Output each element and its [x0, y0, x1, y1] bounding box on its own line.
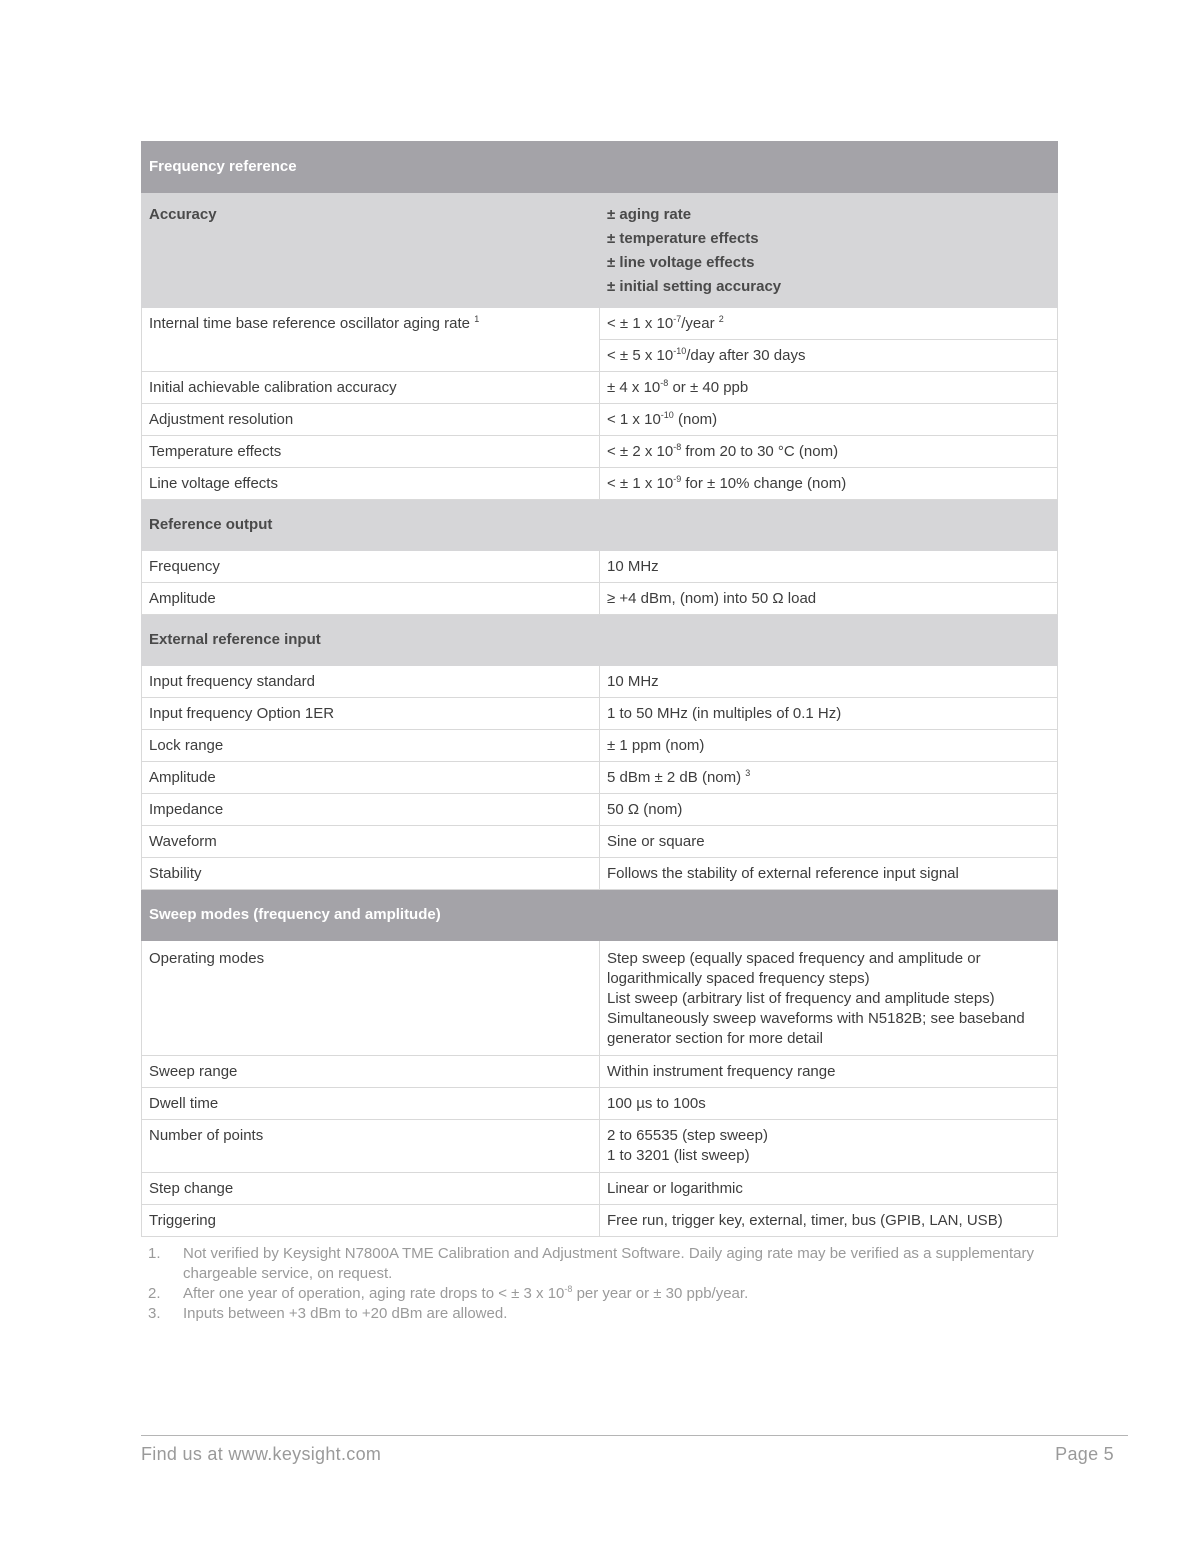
footnotes: [141, 1244, 1057, 1324]
row-label: Line voltage effects: [142, 468, 600, 500]
row-value: < ± 2 x $10^{-8}$ from 20 to 30 °C (nom): [600, 436, 1058, 468]
table-row: [142, 941, 1058, 1056]
row-value: ≥ +4 dBm, (nom) into 50 Ω load: [600, 583, 1058, 615]
section-header-sweep-modes: [142, 890, 1058, 941]
page-number: Page 5: [1055, 1444, 1114, 1464]
row-value: Linear or logarithmic: [600, 1173, 1058, 1205]
section-title: Sweep modes (frequency and amplitude): [142, 890, 1058, 941]
row-value: Free run, trigger key, external, timer, bus (GPIB, LAN, USB): [600, 1205, 1058, 1237]
row-value: < 1 x $10^{-10}$ (nom): [600, 404, 1058, 436]
table-row: [142, 730, 1058, 762]
row-label: Stability: [142, 858, 600, 890]
row-label: Lock range: [142, 730, 600, 762]
row-label: Operating modes: [142, 941, 600, 1056]
value-line: 1 to 3201 (list sweep): [607, 1147, 750, 1164]
row-label: Triggering: [142, 1205, 600, 1237]
table-row: [142, 436, 1058, 468]
row-value: [600, 193, 1058, 308]
row-value: < ± 1 x $10^{-7}$/year $^2$: [600, 308, 1058, 340]
accuracy-line: ± initial setting accuracy: [607, 278, 782, 295]
row-label: Frequency: [142, 551, 600, 583]
spec-table: [141, 141, 1058, 1237]
table-row: [142, 762, 1058, 794]
footnote-1: 1. Not verified by Keysight N7800A TME Calibration and Adjustment Software. Daily aging rate may be verified as a supplementary chargeable service, on request.: [148, 1245, 1034, 1282]
table-row: [142, 404, 1058, 436]
value-line: List sweep (arbitrary list of frequency and amplitude steps): [607, 990, 995, 1007]
row-label: Amplitude: [142, 583, 600, 615]
section-header-frequency-reference: [142, 142, 1058, 193]
table-row: [142, 1056, 1058, 1088]
row-value: ± 1 ppm (nom): [600, 730, 1058, 762]
section-header-reference-output: [142, 500, 1058, 551]
row-label: Sweep range: [142, 1056, 600, 1088]
table-row: [142, 666, 1058, 698]
row-value: 10 MHz: [600, 666, 1058, 698]
row-value: 5 dBm ± 2 dB (nom) $^3$: [600, 762, 1058, 794]
row-value: 100 µs to 100s: [600, 1088, 1058, 1120]
table-row: [142, 1120, 1058, 1173]
table-row: [142, 1173, 1058, 1205]
row-label: Waveform: [142, 826, 600, 858]
row-label: Input frequency standard: [142, 666, 600, 698]
row-label: Step change: [142, 1173, 600, 1205]
row-value: 10 MHz: [600, 551, 1058, 583]
table-row: [142, 468, 1058, 500]
row-value: < ± 5 x $10^{-10}$/day after 30 days: [600, 340, 1058, 372]
accuracy-row: [142, 193, 1058, 308]
table-row: [142, 372, 1058, 404]
footnote-2: 2. After one year of operation, aging rate drops to < ± 3 x $10^{-8}$ per year or ± 30 ppb/year.: [148, 1284, 749, 1302]
section-title: External reference input: [142, 615, 1058, 666]
row-label: Number of points: [142, 1120, 600, 1173]
table-row: [142, 858, 1058, 890]
row-label: Dwell time: [142, 1088, 600, 1120]
row-value: ± 4 x $10^{-8}$ or ± 40 ppb: [600, 372, 1058, 404]
table-row: [142, 826, 1058, 858]
row-value: 1 to 50 MHz (in multiples of 0.1 Hz): [600, 698, 1058, 730]
section-title: Reference output: [142, 500, 1058, 551]
accuracy-line: ± temperature effects: [607, 230, 759, 247]
row-label: Adjustment resolution: [142, 404, 600, 436]
footer-website: Find us at www.keysight.com: [141, 1444, 382, 1464]
row-value: Follows the stability of external reference input signal: [600, 858, 1058, 890]
table-row: [142, 794, 1058, 826]
row-label: Impedance: [142, 794, 600, 826]
accuracy-line: ± aging rate: [607, 206, 692, 223]
section-header-external-reference-input: [142, 615, 1058, 666]
row-value: < ± 1 x $10^{-9}$ for ± 10% change (nom): [600, 468, 1058, 500]
row-value: [600, 1120, 1058, 1173]
value-line: 2 to 65535 (step sweep): [607, 1127, 768, 1144]
value-line: Simultaneously sweep waveforms with N5182B; see baseband generator section for more detail: [607, 1010, 1025, 1047]
row-value: Sine or square: [600, 826, 1058, 858]
row-label: Temperature effects: [142, 436, 600, 468]
table-row: [142, 308, 1058, 340]
footnote-3: 3. Inputs between +3 dBm to +20 dBm are allowed.: [148, 1305, 508, 1322]
row-label: Input frequency Option 1ER: [142, 698, 600, 730]
row-label: Accuracy: [142, 193, 600, 308]
row-label: Amplitude: [142, 762, 600, 794]
footer-divider: [141, 1435, 1128, 1436]
value-line: Step sweep (equally spaced frequency and amplitude or logarithmically spaced frequency steps): [607, 950, 981, 987]
row-value: 50 Ω (nom): [600, 794, 1058, 826]
row-label: Internal time base reference oscillator aging rate $^1$: [142, 308, 600, 372]
table-row: [142, 1088, 1058, 1120]
row-value: Within instrument frequency range: [600, 1056, 1058, 1088]
table-row: [142, 698, 1058, 730]
row-value: [600, 941, 1058, 1056]
accuracy-line: ± line voltage effects: [607, 254, 755, 271]
table-row: [142, 583, 1058, 615]
table-row: [142, 1205, 1058, 1237]
row-label: Initial achievable calibration accuracy: [142, 372, 600, 404]
section-title: Frequency reference: [142, 142, 1058, 193]
table-row: [142, 551, 1058, 583]
